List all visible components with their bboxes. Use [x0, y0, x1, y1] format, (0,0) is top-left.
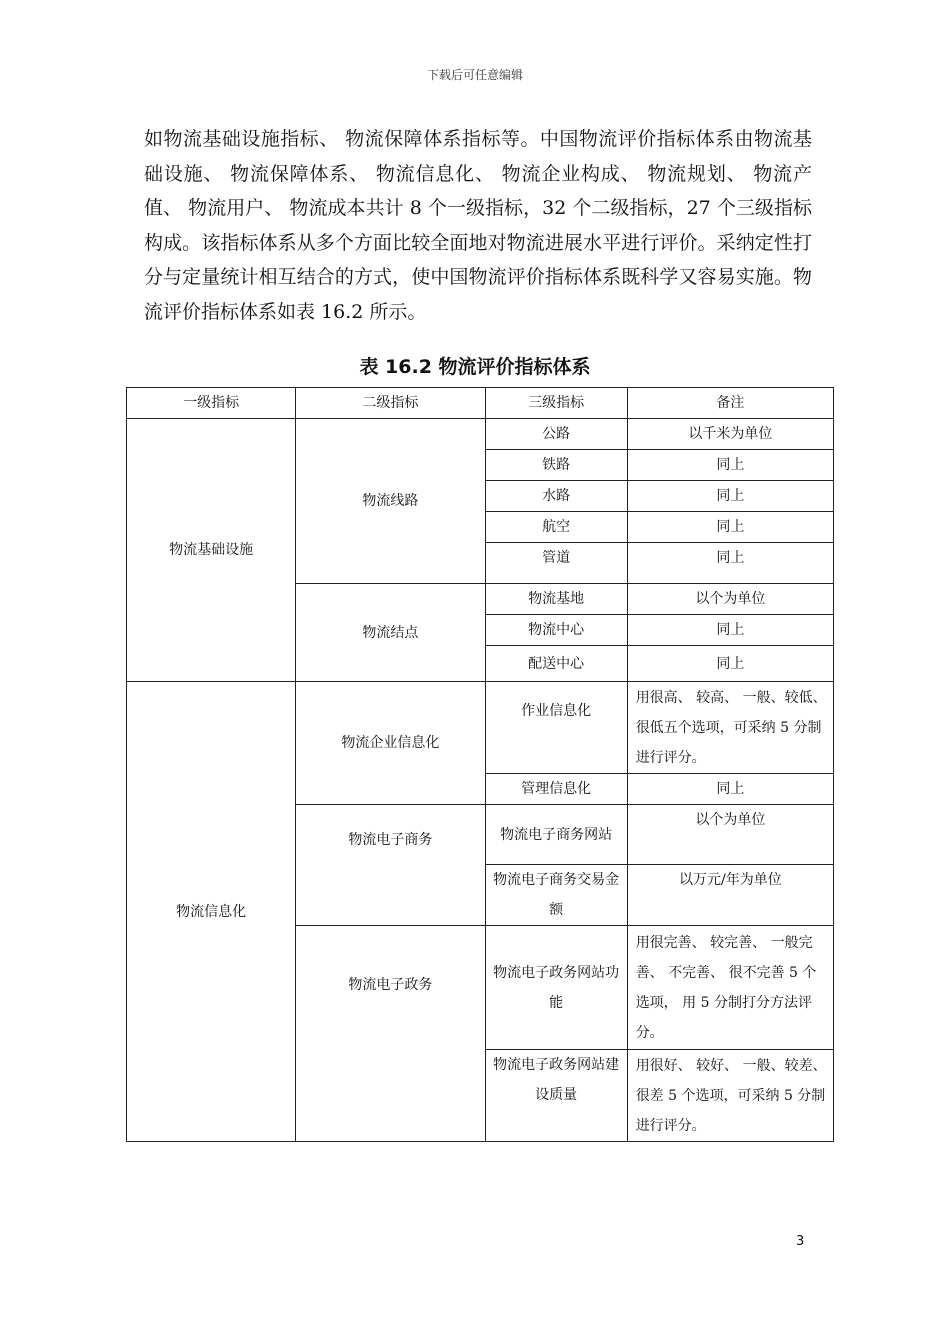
- level2-cell: 物流电子政务: [296, 926, 485, 1142]
- level2-cell: 物流电子商务: [296, 805, 485, 926]
- level1-cell: 物流基础设施: [127, 419, 296, 682]
- note-cell: 同上: [627, 450, 833, 481]
- level3-cell: 铁路: [485, 450, 627, 481]
- level2-cell: 物流企业信息化: [296, 682, 485, 805]
- level2-cell: 物流结点: [296, 584, 485, 682]
- page-header: 下载后可任意编辑: [426, 68, 523, 82]
- table-header-row: [127, 388, 834, 419]
- note-cell: 以个为单位: [627, 584, 833, 615]
- note-cell: 以千米为单位: [627, 419, 833, 450]
- note-cell: 以个为单位: [627, 805, 833, 865]
- note-cell: 同上: [627, 646, 833, 682]
- note-cell: 同上: [627, 615, 833, 646]
- level3-cell: 管理信息化: [485, 774, 627, 805]
- level1-cell: 物流信息化: [127, 682, 296, 1142]
- level3-cell: 公路: [485, 419, 627, 450]
- table-caption: 表 16.2 物流评价指标体系: [359, 356, 591, 378]
- level3-cell: 物流基地: [485, 584, 627, 615]
- header-level1: 一级指标: [127, 388, 296, 419]
- level3-cell: 物流电子政务网站功能: [485, 926, 627, 1050]
- level3-cell: 配送中心: [485, 646, 627, 682]
- note-cell: 同上: [627, 543, 833, 584]
- note-cell: 用很完善、 较完善、 一般完善、 不完善、 很不完善 5 个选项， 用 5 分制打分方法评分。: [627, 926, 833, 1050]
- note-cell: 同上: [627, 774, 833, 805]
- header-note: 备注: [627, 388, 833, 419]
- header-level3: 三级指标: [485, 388, 627, 419]
- header-level2: 二级指标: [296, 388, 485, 419]
- level2-cell: 物流线路: [296, 419, 485, 584]
- level3-cell: 物流电子商务交易金额: [485, 865, 627, 926]
- page-number: 3: [796, 1234, 805, 1249]
- note-cell: 同上: [627, 481, 833, 512]
- level3-cell: 物流电子政务网站建设质量: [485, 1050, 627, 1142]
- note-cell: 以万元/年为单位: [627, 865, 833, 926]
- level3-cell: 管道: [485, 543, 627, 584]
- level3-cell: 航空: [485, 512, 627, 543]
- level3-cell: 物流中心: [485, 615, 627, 646]
- table-row: [127, 419, 834, 450]
- body-paragraph: 如物流基础设施指标、 物流保障体系指标等。中国物流评价指标体系由物流基础设施、 物流保障体系、 物流信息化、 物流企业构成、 物流规划、 物流产值、 物流用户、 物流成本共计 8 个一级指标，32 个二级指标，27 个三级指标构成。该指标体系从多个方面比较全面地对物流进展水平进行评价。采纳定性打分与定量统计相互结合的方式，使中国物流评价指标体系既科学又容易实施。物流评价指标体系如表 16.2 所示。: [144, 128, 812, 323]
- note-cell: 用很高、 较高、 一般、较低、 很低五个选项，可采纳 5 分制进行评分。: [627, 682, 833, 774]
- table-row: [127, 682, 834, 774]
- level3-cell: 作业信息化: [485, 682, 627, 774]
- note-cell: 用很好、 较好、 一般、较差、 很差 5 个选项，可采纳 5 分制进行评分。: [627, 1050, 833, 1142]
- indicator-table: [126, 387, 834, 1142]
- level3-cell: 水路: [485, 481, 627, 512]
- note-cell: 同上: [627, 512, 833, 543]
- level3-cell: 物流电子商务网站: [485, 805, 627, 865]
